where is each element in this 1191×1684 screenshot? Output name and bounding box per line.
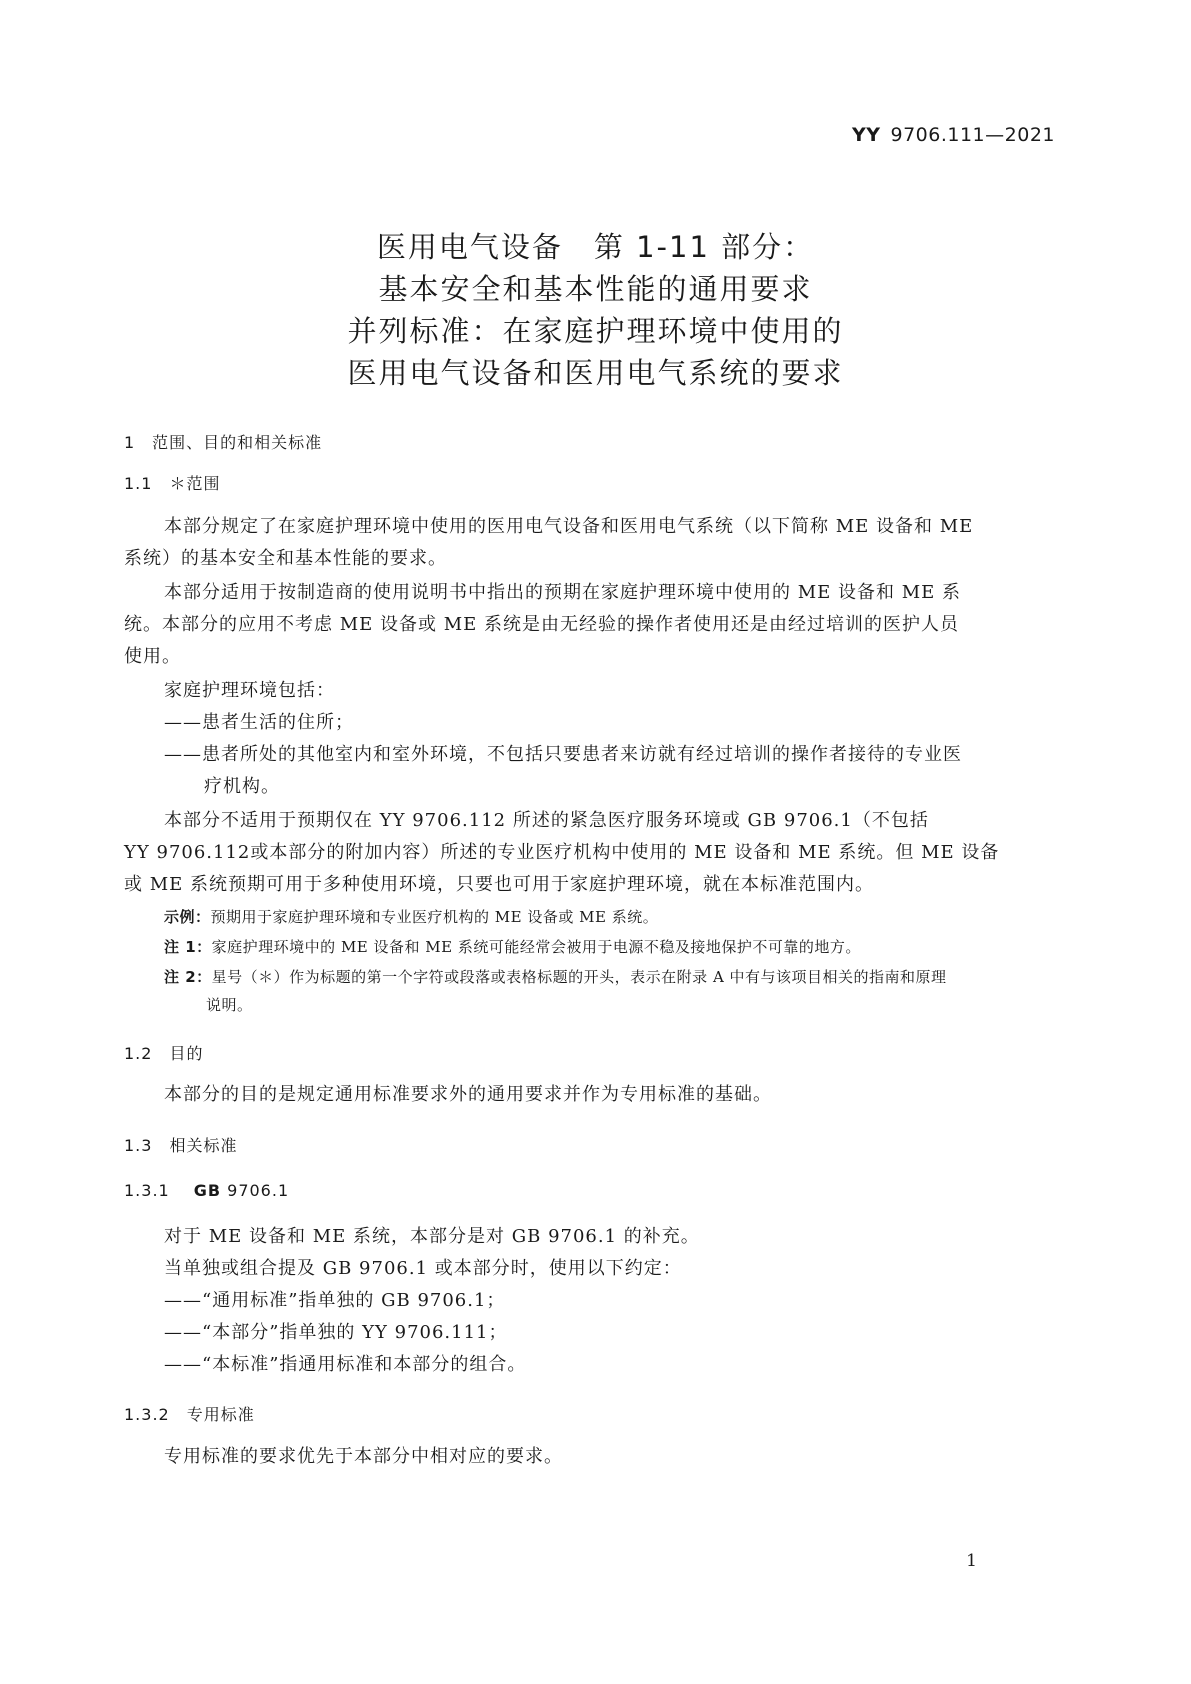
list-item-this-standard: ——“本标准”指通用标准和本部分的组合。 [164,1354,527,1375]
section-1-3-1-title: 9706.1 [227,1181,290,1200]
note-2-text-line-1: 星号（＊）作为标题的第一个字符或段落或表格标题的开头，表示在附录 A 中有与该项目相关的指南和原理 [211,968,947,986]
section-1-1-heading: 1.1 ＊范围 [124,474,221,493]
example-text: 预期用于家庭护理环境和专业医疗机构的 ME 设备或 ME 系统。 [210,908,659,926]
paragraph-scope-2-line-1: 本部分适用于按制造商的使用说明书中指出的预期在家庭护理环境中使用的 ME 设备和 ME 系 [164,582,962,603]
section-1-3-heading: 1.3 相关标准 [124,1136,238,1155]
note-2 [164,966,947,987]
paragraph-conventions: 当单独或组合提及 GB 9706.1 或本部分时，使用以下约定： [164,1258,682,1279]
example-label: 示例： [164,908,211,926]
paragraph-supplement: 对于 ME 设备和 ME 系统，本部分是对 GB 9706.1 的补充。 [164,1226,700,1247]
example-note [164,906,658,927]
document-title [0,226,1191,394]
section-1-3-1-number: 1.3.1 [124,1181,170,1200]
note-2-label: 注 2： [164,968,212,986]
title-line-3: 并列标准：在家庭护理环境中使用的 [347,314,844,348]
list-item-general-standard: ——“通用标准”指单独的 GB 9706.1； [164,1290,506,1311]
note-1-text: 家庭护理环境中的 ME 设备和 ME 系统可能经常会被用于电源不稳及接地保护不可靠的地方。 [211,938,861,956]
paragraph-scope-2-line-3: 使用。 [124,646,181,667]
paragraph-exclusion-line-1: 本部分不适用于预期仅在 YY 9706.112 所述的紧急医疗服务环境或 GB 9706.1（不包括 [164,810,929,831]
section-1-heading: 1 范围、目的和相关标准 [124,433,323,452]
section-1-3-1-bold-prefix: GB [193,1181,222,1200]
paragraph-scope-1-line-2: 系统）的基本安全和基本性能的要求。 [124,548,447,569]
paragraph-exclusion-line-3: 或 ME 系统预期可用于多种使用环境，只要也可用于家庭护理环境，就在本标准范围内。 [124,874,875,895]
standard-code [852,124,1055,146]
page-number: 1 [966,1551,977,1571]
list-item-residence: ——患者生活的住所； [164,712,354,733]
list-item-this-part: ——“本部分”指单独的 YY 9706.111； [164,1322,508,1343]
section-1-2-heading: 1.2 目的 [124,1044,204,1063]
paragraph-purpose: 本部分的目的是规定通用标准要求外的通用要求并作为专用标准的基础。 [164,1084,772,1105]
title-line-4: 医用电气设备和医用电气系统的要求 [347,356,844,390]
section-1-3-2-heading: 1.3.2 专用标准 [124,1405,255,1424]
paragraph-exclusion-line-2: YY 9706.112或本部分的附加内容）所述的专业医疗机构中使用的 ME 设备和 ME 系统。但 ME 设备 [124,842,1000,863]
title-line-2: 基本安全和基本性能的通用要求 [378,272,813,306]
standard-code-prefix: YY [851,124,881,146]
paragraph-home-env-intro: 家庭护理环境包括： [164,680,335,701]
paragraph-scope-2-line-2: 统。本部分的应用不考虑 ME 设备或 ME 系统是由无经验的操作者使用还是由经过培训的医护人员 [124,614,960,635]
paragraph-scope-1-line-1: 本部分规定了在家庭护理环境中使用的医用电气设备和医用电气系统（以下简称 ME 设备和 ME [164,516,974,537]
list-item-other-env-line-1: ——患者所处的其他室内和室外环境，不包括只要患者来访就有经过培训的操作者接待的专业医 [164,744,962,765]
paragraph-particular-standards: 专用标准的要求优先于本部分中相对应的要求。 [164,1446,563,1467]
note-1-label: 注 1： [164,938,212,956]
section-1-3-1-heading [124,1181,289,1200]
list-item-other-env-line-2: 疗机构。 [204,776,280,797]
note-2-text-line-2: 说明。 [206,996,253,1014]
note-1 [164,936,861,957]
title-line-1: 医用电气设备 第 1-11 部分： [376,230,815,264]
standard-code-number: 9706.111—2021 [890,124,1055,146]
